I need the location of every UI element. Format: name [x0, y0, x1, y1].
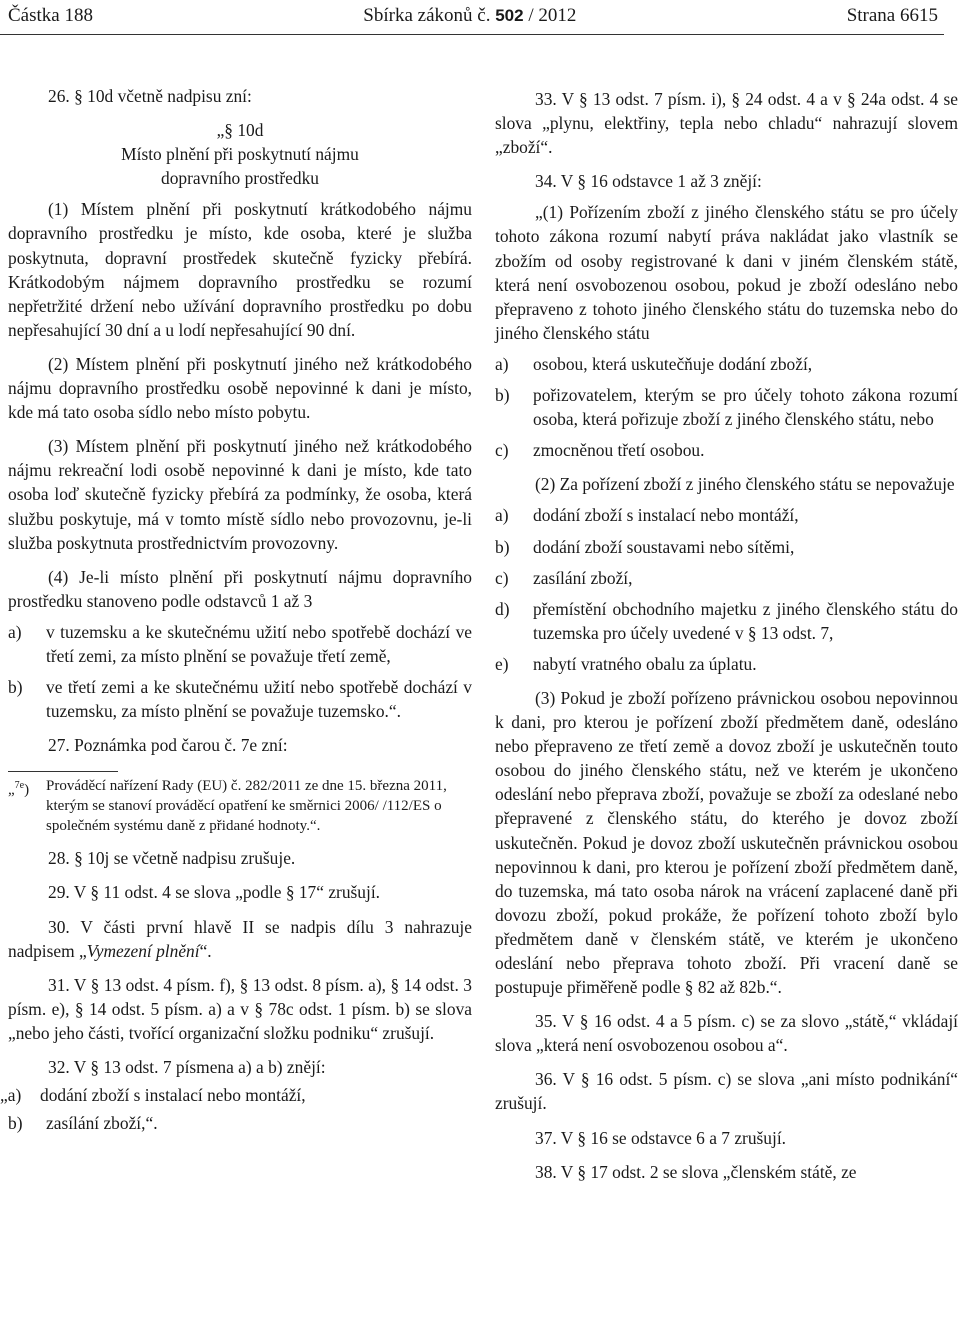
point-38: 38. V § 17 odst. 2 se slova „členském státě, ze: [535, 1161, 857, 1182]
list-item-text: v tuzemsku a ke skutečnému užití nebo spotřebě dochází ve třetí zemi, za místo plnění se považuje třetí země,: [46, 621, 472, 666]
paragraph-3: (3) Pokud je zboží pořízeno právnickou osobou nepovinnou k dani, pro kterou je pořízení zboží předmětem daně, odesláno nebo přepraveno ze třetí země a dovoz zboží je uskutečněn touto osobou do jiného členského státu, než ve kterém je ukončeno odeslání nebo přeprava zboží, považuje se zboží za odeslané nebo přepravené z členského státu, do kterého je dovoz zboží uskutečněn. Pokud je dovoz zboží uskutečněn právnickou osobou nepovinnou k dani, pro kterou je pořízení zboží předmětem daně, do tuzemska, má tato osoba nárok na vrácení zaplacené daně při dovozu zboží, pokud prokáže, že pořízení tohoto zboží bylo předmětem daně v členském státě, ve kterém je ukončeno odeslání nebo přeprava tohoto zboží. Při vracení daně se postupuje přiměřeně podle § 82 až 82b.“.: [495, 687, 958, 998]
point-36: 36. V § 16 odst. 5 písm. c) se slova „ani místo podnikání“ zrušují.: [495, 1069, 958, 1114]
point-30: 30. V části první hlavě II se nadpis dílu 3 nahrazuje nadpisem „Vymezení plnění“.: [8, 916, 472, 961]
list-item-label: c): [495, 567, 509, 588]
list-item: [495, 652, 958, 676]
paragraph-1: „(1) Pořízením zboží z jiného členského státu se pro účely tohoto zákona rozumí nabytí práva nakládat jako vlastník se zbožím od osoby registrované k dani v jiném členském státě, která není osvobozenou osobou, pokud je zboží odesláno nebo přepraveno z tohoto jiného členského státu do tuzemska nebo do jiného členského státu: [495, 202, 958, 343]
list-item-label: c): [495, 440, 509, 461]
list-item-label: e): [495, 653, 509, 674]
left-column: [0, 84, 472, 1135]
point-37: 37. V § 16 se odstavce 6 a 7 zrušují.: [535, 1127, 787, 1148]
list-item: [0, 1083, 472, 1107]
footnote: [8, 776, 472, 836]
paragraph-1: (1) Místem plnění při poskytnutí krátkodobého nájmu dopravního prostředku je místo, kde osoba, které je služba poskytnuta, dopravní prostředek skutečně fyzicky přebírá. Krátkodobým nájmem dopravního prostředku se rozumí nepřetržité držení nebo užívání dopravního prostředku po dobu nepřesahující 30 dní a u lodí nepřesahující 90 dní.: [8, 199, 472, 340]
list-item: [8, 675, 472, 723]
list-item: [495, 535, 958, 559]
point-31: 31. V § 13 odst. 4 písm. f), § 13 odst. 8 písm. a), § 14 odst. 3 písm. e), § 14 odst. 5 písm. a) a v § 78c odst. 1 písm. b) se slova „nebo jeho části, tvořící organizační složku podniku“ zrušují.: [8, 974, 472, 1043]
section-heading-title-2: dopravního prostředku: [161, 168, 319, 189]
list-item: [495, 352, 958, 376]
list-item-label: d): [495, 598, 510, 619]
list-item: [495, 503, 958, 527]
point-33: 33. V § 13 odst. 7 písm. i), § 24 odst. 4 a v § 24a odst. 4 se slova „plynu, elektřiny, tepla nebo chladu“ nahrazují slovem „zboží“.: [495, 89, 958, 158]
list-item-text: ve třetí zemi a ke skutečnému užití nebo spotřebě dochází v tuzemsku, za místo plnění se považuje tuzemsko.“.: [46, 677, 472, 722]
list-item-label: a): [8, 621, 22, 642]
header-divider: [0, 34, 944, 35]
list-item: [495, 566, 958, 590]
footnote-divider: [8, 771, 118, 772]
paragraph-3: (3) Místem plnění při poskytnutí jiného než krátkodobého nájmu rekreační lodi osobě nepovinné k dani je místo, kde tato osoba loď skutečně fyzicky přebírá za podmínky, že osoba, která službu poskytuje, má v tomto místě sídlo nebo provozovnu, je-li služba poskytnuta prostřednictvím provozovny.: [8, 436, 472, 553]
point-34: 34. V § 16 odstavce 1 až 3 znějí:: [535, 171, 762, 192]
right-column: [495, 87, 958, 1184]
point-27: 27. Poznámka pod čarou č. 7e zní:: [48, 735, 288, 756]
header-law-number: 502: [495, 6, 524, 25]
list-item-text: přemístění obchodního majetku z jiného členského státu do tuzemska pro účely uvedené v § 13 odst. 7,: [533, 598, 958, 643]
list-item-text: dodání zboží soustavami nebo sítěmi,: [533, 536, 795, 557]
header-sbirka: [363, 5, 576, 27]
header-sbirka-label: Sbírka zákonů č.: [363, 5, 491, 26]
header-strana: Strana 6615: [846, 5, 938, 26]
point-26: 26. § 10d včetně nadpisu zní:: [48, 86, 252, 106]
list-item-text: pořizovatelem, kterým se pro účely tohoto zákona rozumí osoba, která pořizuje zboží z jiného členského státu, nebo: [533, 385, 958, 430]
list-item-text: nabytí vratného obalu za úplatu.: [533, 653, 757, 674]
list-item: [495, 383, 958, 431]
point-30-emphasis: Vymezení plnění: [86, 940, 200, 961]
list-item-text: dodání zboží s instalací nebo montáží,: [40, 1085, 306, 1106]
point-32: 32. V § 13 odst. 7 písmena a) a b) znějí:: [48, 1057, 326, 1077]
section-heading-title-1: Místo plnění při poskytnutí nájmu: [121, 144, 359, 165]
paragraph-2: (2) Za pořízení zboží z jiného členského státu se nepovažuje: [535, 474, 955, 495]
list-item-text: osobou, která uskutečňuje dodání zboží,: [533, 353, 813, 374]
header-castka: Částka 188: [8, 5, 93, 26]
list-item-label: a): [495, 505, 509, 526]
list-item-text: zasílání zboží,“.: [46, 1113, 158, 1134]
list-item: [495, 597, 958, 645]
point-35: 35. V § 16 odst. 4 a 5 písm. c) se za slovo „státě,“ vkládají slova „která není osvobozenou osobou a“.: [495, 1011, 958, 1056]
list-item: [495, 438, 958, 462]
list-item-label: b): [495, 385, 510, 406]
paragraph-4: (4) Je-li místo plnění při poskytnutí nájmu dopravního prostředku stanoveno podle odstavců 1 až 3: [8, 566, 472, 611]
list-item-label: b): [8, 677, 23, 698]
footnote-text: Prováděcí nařízení Rady (EU) č. 282/2011 ze dne 15. března 2011, kterým se stanoví prováděcí opatření ke směrnici 2006/ /112/ES o společném systému daně z přidané hodnoty.“.: [46, 778, 447, 835]
list-item-label: a): [495, 353, 509, 374]
point-29: 29. V § 11 odst. 4 se slova „podle § 17“ zrušují.: [48, 882, 381, 903]
point-28: 28. § 10j se včetně nadpisu zrušuje.: [48, 848, 296, 869]
list-item-label: „a): [0, 1085, 22, 1106]
list-item: [8, 1111, 472, 1135]
section-heading-number: „§ 10d: [216, 120, 264, 141]
list-item-label: b): [8, 1113, 23, 1134]
list-item: [8, 620, 472, 668]
page-header: [8, 4, 938, 28]
list-item-text: zasílání zboží,: [533, 567, 633, 588]
list-item-text: dodání zboží s instalací nebo montáží,: [533, 505, 799, 526]
footnote-mark: „$^{7e}$): [8, 780, 30, 799]
list-item-label: b): [495, 536, 510, 557]
header-year: / 2012: [528, 5, 577, 26]
list-item-text: zmocněnou třetí osobou.: [533, 440, 705, 461]
paragraph-2: (2) Místem plnění při poskytnutí jiného než krátkodobého nájmu dopravního prostředku osobě nepovinné k dani je místo, kde má tato osoba sídlo nebo místo pobytu.: [8, 353, 472, 423]
